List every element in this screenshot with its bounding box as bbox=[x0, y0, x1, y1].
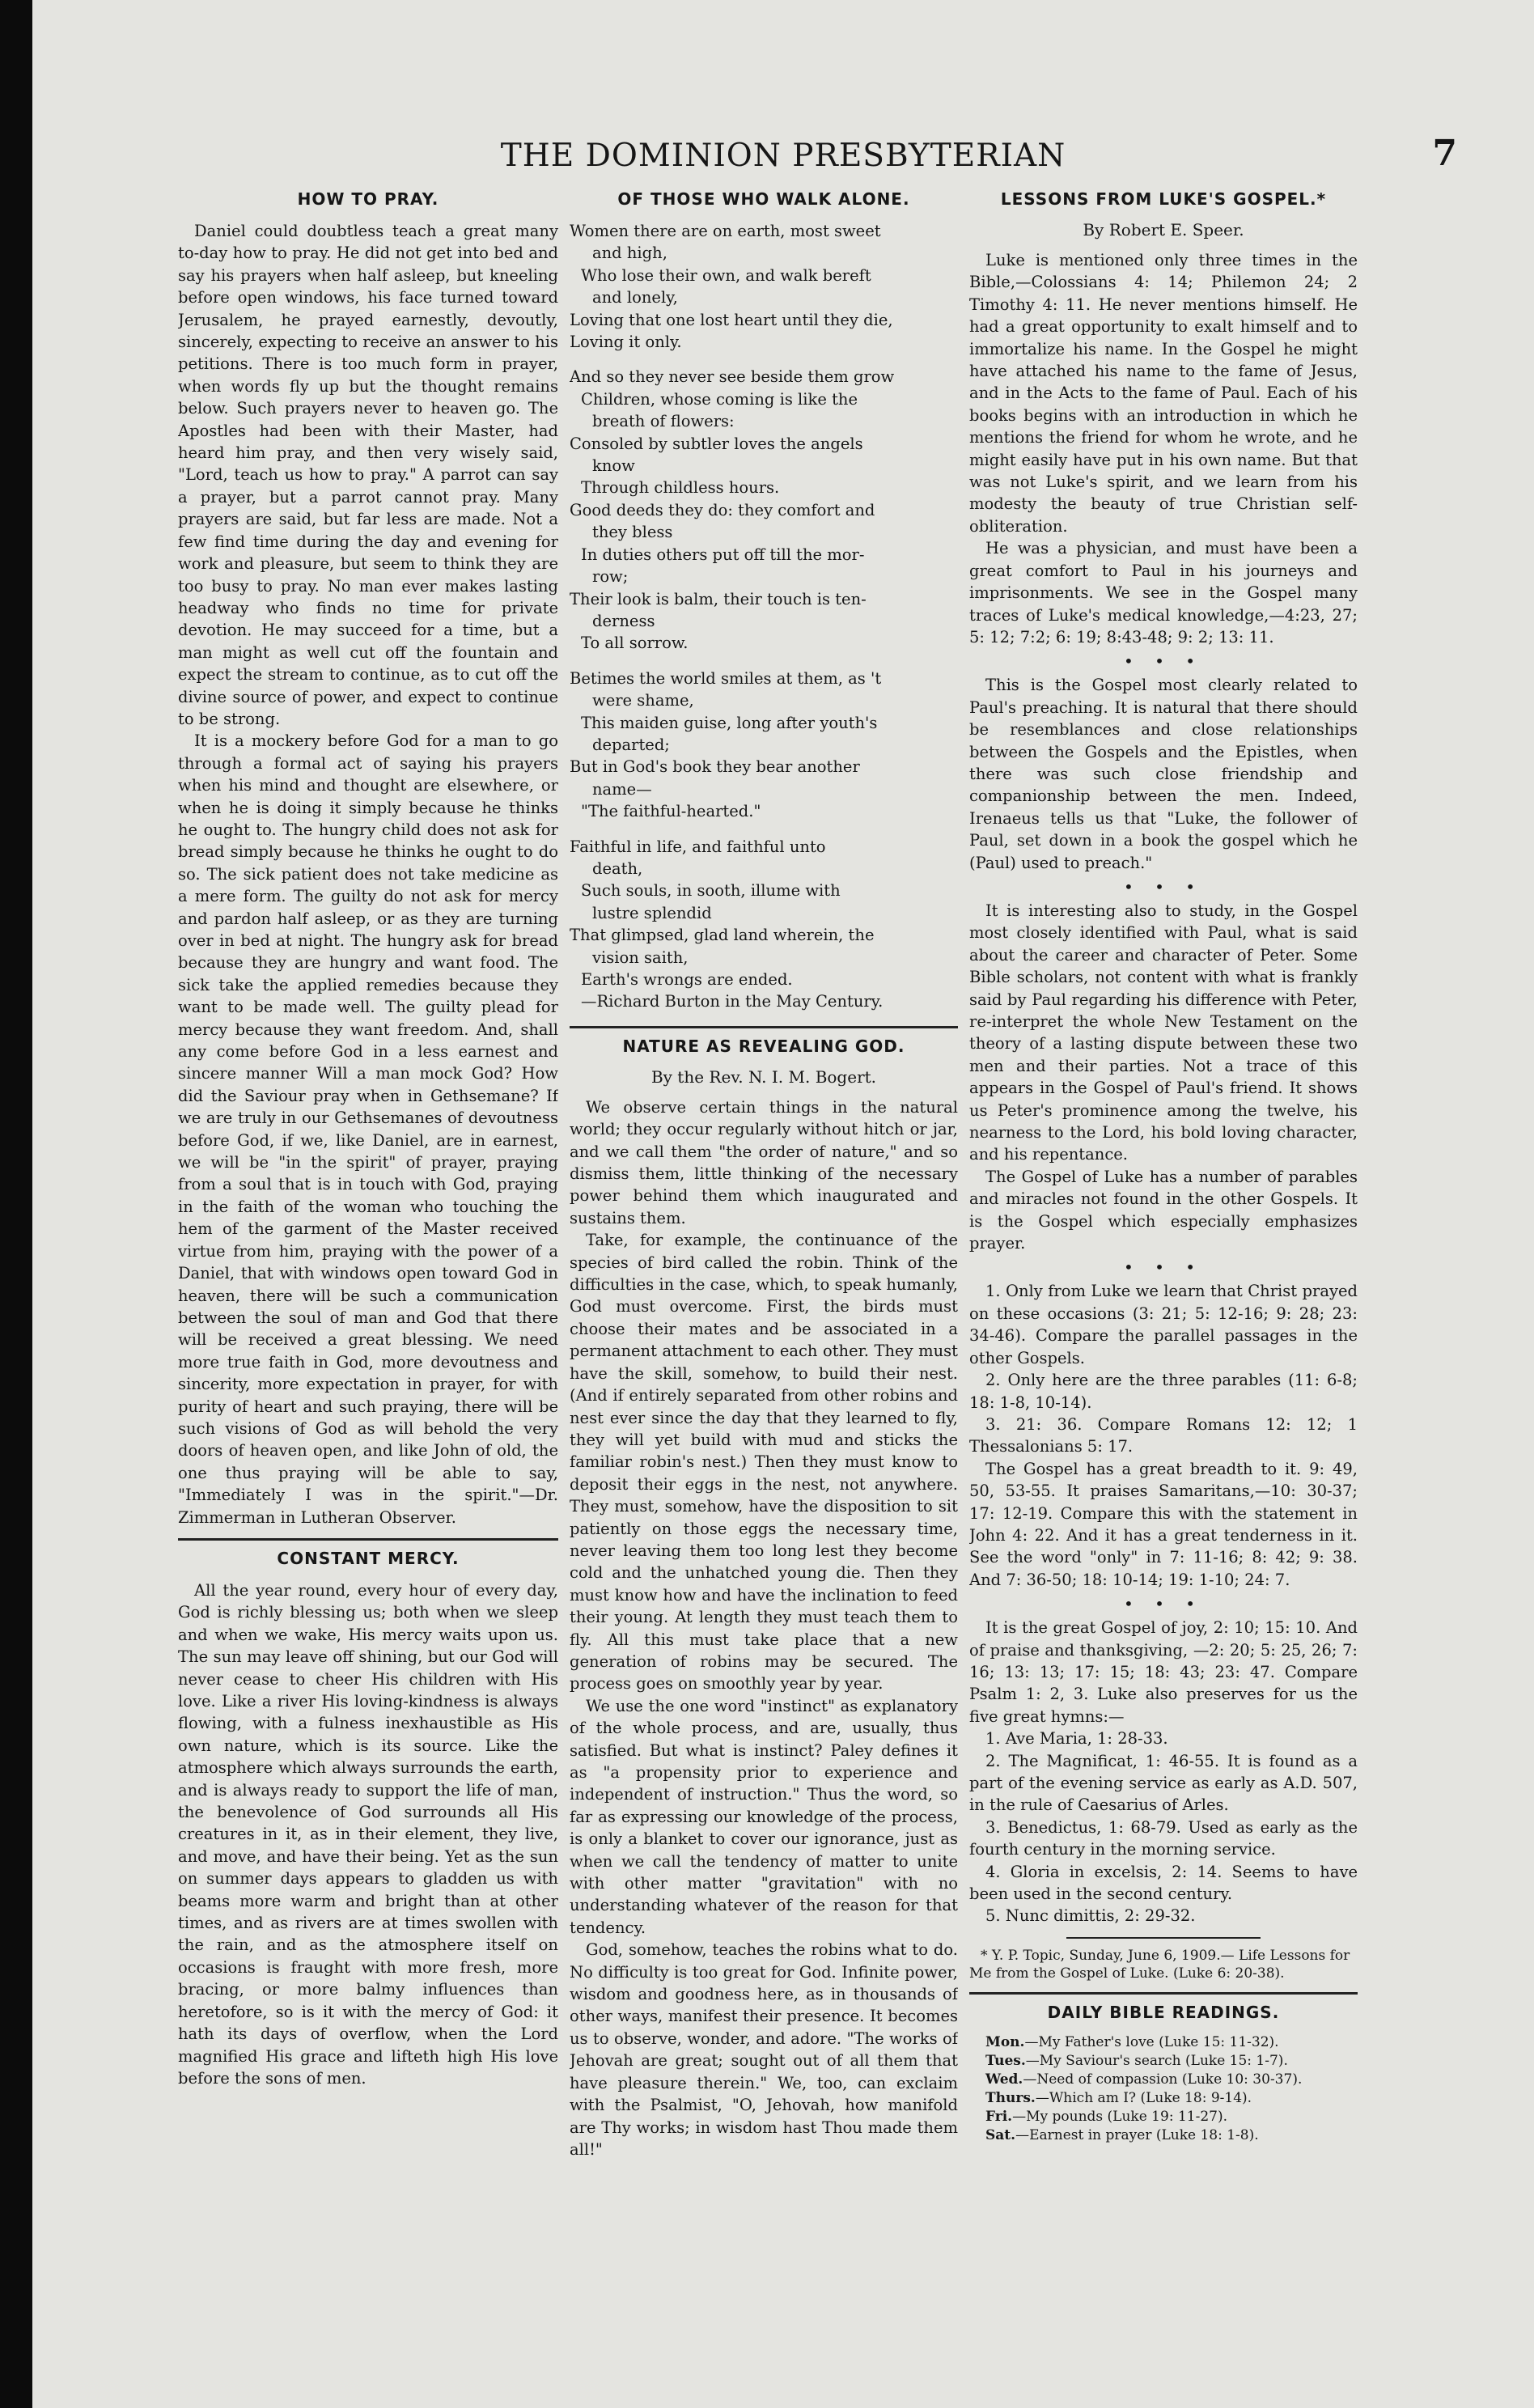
daily-reading-item bbox=[969, 2089, 1358, 2108]
poem-line: —Richard Burton in the May Century. bbox=[581, 992, 884, 1011]
poem-line: Through childless hours. bbox=[581, 478, 780, 498]
daily-reading-item bbox=[969, 2071, 1358, 2089]
poem-heading: OF THOSE WHO WALK ALONE. bbox=[617, 189, 910, 209]
poem-line: they bless bbox=[592, 523, 673, 542]
poem-line: and lonely, bbox=[592, 288, 678, 307]
reading-text: —Need of compassion (Luke 10: 30-37). bbox=[1023, 2071, 1303, 2088]
article-paragraph: Daniel could doubtless teach a great many to-day how to pray. He did not get into bed and say his prayers when half asleep, but kneeling before open windows, his face turned toward Jerusalem, he prayed earnestly, devoutly, sincerely, expecting to receive an answer to his petitions. There is too much form in prayer, when words fly up but the thought remains below. Such prayers never to heaven go. The Apostles had been with their Master, had heard him pray, and then very wisely said, "Lord, teach us how to pray." A parrot can say a prayer, but a parrot cannot pray. Many prayers are said, but far less are made. Not a few find time during the day and evening for work and pleasure, but seem to think they are too busy to pray. No man ever makes lasting headway who finds no time for private devotion. He may succeed for a time, but a man might as well cut off the fountain and expect the stream to continue, as to cut off the divine source of power, and expect to continue to be strong. bbox=[178, 222, 558, 728]
poem-stanza bbox=[570, 836, 958, 1013]
poem-stanza bbox=[570, 366, 958, 654]
numbered-item: 2. Only here are the three parables (11: 6-8; 18: 1-8, 10-14). bbox=[969, 1371, 1358, 1412]
article-paragraph: It is a mockery before God for a man to go through a formal act of saying his prayers when his mind and thought are elsewhere, or when he is doing it simply because he thinks he ought to. The hungry child does not ask for bread simply because he thinks he ought to do so. The sick patient does not take medicine as a mere form. The guilty do not ask for mercy and pardon half asleep, or as they are turning over in bed at night. The hungry ask for bread because they are hungry and want food. The sick take the applied remedies because they want to be made well. The guilty plead for mercy because they want freedom. And, shall any come before God in a less earnest and sincere manner Will a man mock God? How did the Saviour pray when in Gethsemane? If we are truly in our Gethsemanes of devoutness before God, if we, like Daniel, are in earnest, we will be "in the spirit" of prayer, praying from a soul that is in touch with God, praying in the faith of the woman who touching the hem of the garment of the Master received virtue from him, praying with the power of a Daniel, that with windows open toward God in heaven, there will be such a communication between the soul of man and God that there will be received a great blessing. We need more true faith in God, more devoutness and sincerity, more expectation in prayer, for with purity of heart and such praying, there will be such visions of God as will behold the very doors of heaven open, and like John of old, the one thus praying will be able to say, "Immediately I was in the spirit."—Dr. Zimmerman in Lutheran Observer. bbox=[178, 731, 558, 1527]
daily-reading-item bbox=[969, 2108, 1358, 2126]
hymn-item: 2. The Magnificat, 1: 46-55. It is found as a part of the evening service as early as A.D. 507, in the rule of Caesarius of Arles. bbox=[969, 1751, 1358, 1815]
article-paragraph: The Gospel of Luke has a number of parables and miracles not found in the other Gospels. It is the Gospel which especially emphasizes prayer. bbox=[969, 1167, 1358, 1253]
daily-readings-heading: DAILY BIBLE READINGS. bbox=[1047, 2002, 1280, 2022]
poem-line: Women there are on earth, most sweet bbox=[570, 222, 881, 240]
poem-line: death, bbox=[592, 858, 643, 878]
poem-stanza bbox=[570, 220, 958, 353]
article-paragraph: Luke is mentioned only three times in the Bible,—Colossians 4: 14; Philemon 24; 2 Timothy 4: 11. He never mentions himself. He had a great opportunity to exalt himself and to immortalize his name. In the Gospel he might have attached his name to the fame of Jesus, and in the Acts to the fame of Paul. Each of his books begins with an introduction in which he mentions the friend for whom he wrote, and he might easily have put in his own name. But that was not Luke's spirit, and we learn from his modesty the beauty of true Christian self-obliteration. bbox=[969, 251, 1358, 536]
hymn-item: 3. Benedictus, 1: 68-79. Used as early as the fourth century in the morning service. bbox=[969, 1817, 1358, 1859]
poem-line: Earth's wrongs are ended. bbox=[581, 970, 793, 989]
poem-line: know bbox=[592, 456, 635, 476]
poem-line: "The faithful-hearted." bbox=[581, 802, 761, 821]
article-paragraph: We use the one word "instinct" as explanatory of the whole process, and are, usually, thus satisfied. But what is instinct? Paley defines it as "a propensity prior to experience and independent of instruction." Thus the word, so far as expressing our knowledge of the process, is only a blanket to cover our ignorance, just as when we call the tendency of matter to unite with other matter "gravitation" with no understanding whatever of the reason for that tendency. bbox=[570, 1696, 958, 1937]
article-byline: By Robert E. Speer. bbox=[1083, 220, 1244, 240]
reading-text: —Which am I? (Luke 18: 9-14). bbox=[1035, 2089, 1252, 2106]
section-divider bbox=[1066, 1937, 1261, 1939]
poem-line: Faithful in life, and faithful unto bbox=[570, 837, 826, 856]
poem-line: row; bbox=[592, 567, 629, 587]
ornament-dots: • • • bbox=[1123, 1257, 1204, 1278]
poem-stanza bbox=[570, 668, 958, 823]
poem-line: Good deeds they do: they comfort and bbox=[570, 500, 875, 519]
poem-line: Betimes the world smiles at them, as 't bbox=[570, 668, 882, 688]
reading-text: —My pounds (Luke 19: 11-27). bbox=[1012, 2108, 1227, 2125]
article-paragraph: God, somehow, teaches the robins what to do. No difficulty is too great for God. Infinite power, wisdom and goodness here, as in thousands of other ways, manifest their presence. It becomes us to observe, wonder, and adore. "The works of Jehovah are great; sought out of all them that have pleasure therein." We, too, can exclaim with the Psalmist, "O, Jehovah, how manifold are Thy works; in wisdom hast Thou made them all!" bbox=[570, 1940, 958, 2159]
newspaper-page bbox=[32, 0, 1534, 2408]
publication-title: THE DOMINION PRESBYTERIAN bbox=[500, 138, 1066, 174]
poem-line: and high, bbox=[592, 244, 667, 263]
poem-line: This maiden guise, long after youth's bbox=[581, 713, 878, 732]
reading-text: —Earnest in prayer (Luke 18: 1-8). bbox=[1015, 2126, 1259, 2143]
reading-day: Thurs. bbox=[985, 2089, 1036, 2106]
section-divider bbox=[969, 1992, 1358, 1995]
article-paragraph: This is the Gospel most clearly related to Paul's preaching. It is natural that there should be resemblances and close relationships between the Gospels and the Epistles, when there was such close friendship and companionship between the men. Indeed, Irenaeus tells us that "Luke, the follower of Paul, set down in a book the gospel which he (Paul) used to preach." bbox=[969, 676, 1358, 872]
reading-day: Mon. bbox=[985, 2033, 1025, 2050]
reading-text: —My Saviour's search (Luke 15: 1-7). bbox=[1025, 2052, 1288, 2069]
ornament-dots: • • • bbox=[1123, 1594, 1204, 1614]
numbered-item: 1. Only from Luke we learn that Christ prayed on these occasions (3: 21; 5: 12-16; 9: 28; 23: 34-46). Compare the parallel passages in the other Gospels. bbox=[969, 1282, 1358, 1367]
article-byline: By the Rev. N. I. M. Bogert. bbox=[650, 1066, 877, 1087]
poem-line: Consoled by subtler loves the angels bbox=[570, 434, 863, 453]
article-heading-lessons: LESSONS FROM LUKE'S GOSPEL.* bbox=[1000, 189, 1327, 209]
poem-line: were shame, bbox=[592, 691, 694, 710]
poem-line: But in God's book they bear another bbox=[570, 757, 860, 777]
hymn-item: 4. Gloria in excelsis, 2: 14. Seems to have been used in the second century. bbox=[969, 1862, 1358, 1904]
running-header bbox=[32, 133, 1534, 186]
poem bbox=[570, 220, 958, 1013]
poem-line: breath of flowers: bbox=[592, 412, 735, 431]
article-heading-constant-mercy: CONSTANT MERCY. bbox=[277, 1548, 460, 1568]
page-number: 7 bbox=[1432, 133, 1457, 174]
numbered-item: 3. 21: 36. Compare Romans 12: 12; 1 Thessalonians 5: 17. bbox=[969, 1414, 1358, 1456]
section-divider bbox=[570, 1026, 958, 1028]
poem-line: Loving that one lost heart until they die, bbox=[570, 310, 893, 329]
poem-line: That glimpsed, glad land wherein, the bbox=[570, 926, 875, 945]
ornament-dots: • • • bbox=[1123, 876, 1204, 897]
poem-line: Who lose their own, and walk bereft bbox=[581, 265, 871, 285]
poem-line: Loving it only. bbox=[570, 333, 682, 352]
article-paragraph: All the year round, every hour of every day, God is richly blessing us; both when we sleep and when we wake, His mercy waits upon us. The sun may leave off shining, but our God will never cease to cheer His children with His love. Like a river His loving-kindness is always flowing, with a fulness inexhaustible as His own nature, which is its source. Like the atmosphere which always surrounds the earth, and is always ready to support the life of man, the benevolence of God surrounds all His creatures in it, as in their element, they live, and move, and have their being. Yet as the sun on summer days appears to gladden us with beams more warm and bright than at other times, and as rivers are at times swollen with the rain, and as the atmosphere itself on occasions is fraught with more fresh, more bracing, or more balmy influences than heretofore, so is it with the mercy of God: it hath its days of overflow, when the Lord magnified His grace and lifteth high His love before the sons of men. bbox=[178, 1580, 558, 2088]
footnote bbox=[969, 1947, 1358, 1982]
column-2 bbox=[570, 184, 958, 2256]
reading-day: Tues. bbox=[985, 2052, 1026, 2069]
poem-line: And so they never see beside them grow bbox=[570, 367, 895, 387]
daily-reading-item bbox=[969, 2033, 1358, 2052]
article-paragraph: We observe certain things in the natural world; they occur regularly without hitch or jar, and we call them "the order of nature," and so dismiss them, little thinking of the necessary power behind them which inaugurated and sustains them. bbox=[570, 1097, 958, 1227]
article-paragraph: It is the great Gospel of joy, 2: 10; 15: 10. And of praise and thanksgiving, —2: 20; 5: 25, 26; 7: 16; 13: 13; 17: 15; 18: 43; 23: 47. Compare Psalm 1: 2, 3. Luke also preserves for us the five great hymns:— bbox=[969, 1618, 1358, 1726]
hymn-item: 5. Nunc dimittis, 2: 29-32. bbox=[985, 1906, 1196, 1926]
poem-line: To all sorrow. bbox=[581, 634, 689, 653]
poem-line: Children, whose coming is like the bbox=[581, 389, 858, 409]
poem-line: departed; bbox=[592, 735, 670, 754]
article-paragraph: Take, for example, the continuance of the species of bird called the robin. Think of the difficulties in the case, which, to speak humanly, God must overcome. First, the birds must choose their mates and be associated in a permanent attachment to each other. They must have the skill, somehow, to build their nest. (And if entirely separated from other robins and nest ever since the day that they learned to fly, they will yet build with mud and sticks the familiar robin's nest.) Then they must know to deposit their eggs in the nest, not anywhere. They must, somehow, have the disposition to sit patiently on those eggs the necessary time, never leaving them too long lest they become cold and the unhatched young die. Then they must know how and have the inclination to feed their young. At length they must teach them to fly. All this must take place that a new generation of robins may be secured. The process goes on smoothly year by year. bbox=[570, 1231, 958, 1694]
daily-reading-item bbox=[969, 2052, 1358, 2071]
poem-line: lustre splendid bbox=[592, 903, 712, 922]
reading-day: Fri. bbox=[985, 2108, 1013, 2125]
article-heading-how-to-pray: HOW TO PRAY. bbox=[297, 189, 439, 209]
poem-line: name— bbox=[592, 779, 652, 799]
poem-line: vision saith, bbox=[592, 948, 689, 967]
footnote-text: * Y. P. Topic, Sunday, June 6, 1909.— Life Lessons for Me from the Gospel of Luke. (Luke 6: 20-38). bbox=[969, 1947, 1350, 1982]
daily-reading-item bbox=[969, 2126, 1358, 2145]
reading-text: —My Father's love (Luke 15: 11-32). bbox=[1024, 2033, 1279, 2050]
hymn-item: 1. Ave Maria, 1: 28-33. bbox=[985, 1729, 1168, 1749]
reading-day: Sat. bbox=[985, 2126, 1016, 2143]
article-heading-nature: NATURE AS REVEALING GOD. bbox=[622, 1036, 905, 1056]
column-1 bbox=[178, 184, 558, 2256]
column-3 bbox=[969, 184, 1358, 2256]
article-paragraph: He was a physician, and must have been a great comfort to Paul in his journeys and imprisonments. We see in the Gospel many traces of Luke's medical knowledge,—4:23, 27; 5: 12; 7:2; 6: 19; 8:43-48; 9: 2; 13: 11. bbox=[969, 539, 1358, 647]
poem-line: derness bbox=[592, 611, 655, 630]
poem-line: In duties others put off till the mor- bbox=[581, 545, 865, 564]
section-divider bbox=[178, 1538, 558, 1541]
ornament-dots: • • • bbox=[1123, 651, 1204, 672]
article-paragraph: The Gospel has a great breadth to it. 9: 49, 50, 53-55. It praises Samaritans,—10: 30-37; 17: 12-19. Compare this with the statement in John 4: 22. And it has a great tenderness in it. See the word "only" in 7: 11-16; 8: 42; 9: 38. And 7: 36-50; 18: 10-14; 19: 1-10; 24: 7. bbox=[969, 1459, 1358, 1589]
poem-line: Their look is balm, their touch is ten- bbox=[570, 589, 867, 608]
daily-readings-list bbox=[969, 2033, 1358, 2145]
article-paragraph: It is interesting also to study, in the Gospel most closely identified with Paul, what is said about the career and character of Peter. Some Bible scholars, not content with what is frankly said by Paul regarding his difference with Peter, re-interpret the whole New Testament on the theory of a lasting dispute between these two men and their parties. Not a trace of this appears in the Gospel of Paul's friend. It shows us Peter's prominence among the twelve, his nearness to the Lord, his bold loving character, and his repentance. bbox=[969, 901, 1358, 1164]
poem-line: Such souls, in sooth, illume with bbox=[581, 881, 841, 901]
reading-day: Wed. bbox=[985, 2071, 1023, 2088]
